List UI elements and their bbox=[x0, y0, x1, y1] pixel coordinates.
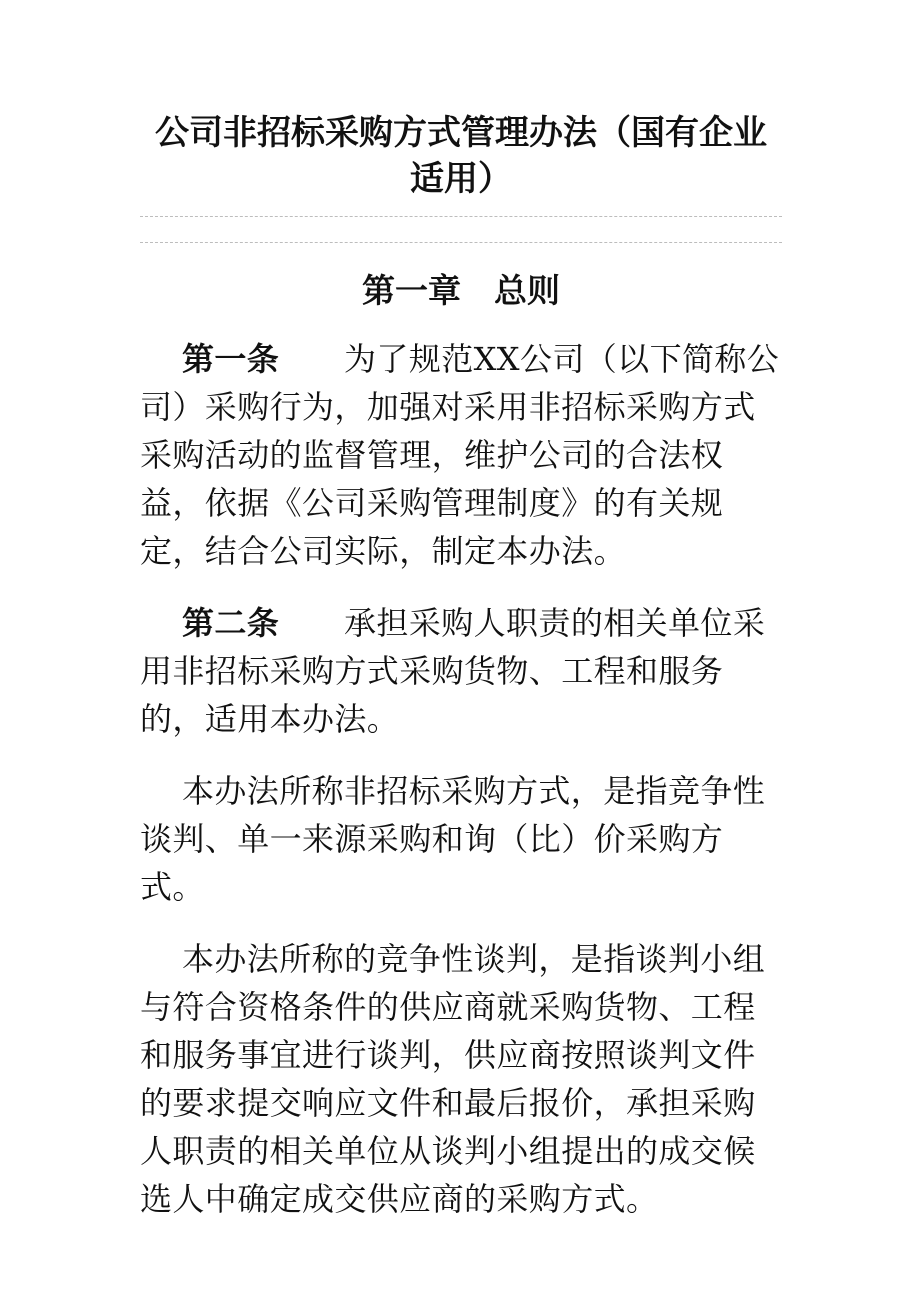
article-2-label: 第二条 bbox=[182, 604, 345, 642]
article-1-text: 为了规范XX公司（以下简称公司）采购行为，加强对采用非招标采购方式采购活动的监督管理，维护公司的合法权益，依据《公司采购管理制度》的有关规定，结合公司实际，制定本办法。 bbox=[140, 340, 780, 570]
title-divider-top bbox=[140, 216, 782, 217]
document-page bbox=[140, 110, 782, 1223]
document-title: 公司非招标采购方式管理办法（国有企业适用） bbox=[155, 113, 767, 199]
chapter-heading: 第一章 总则 bbox=[362, 271, 560, 310]
title-divider-bottom bbox=[140, 242, 782, 243]
article-2 bbox=[140, 599, 782, 743]
article-2-text: 承担采购人职责的相关单位采用非招标采购方式采购货物、工程和服务的，适用本办法。 bbox=[140, 604, 766, 738]
paragraph-competitive-negotiation: 本办法所称的竞争性谈判，是指谈判小组与符合资格条件的供应商就采购货物、工程和服务事宜进行谈判，供应商按照谈判文件的要求提交响应文件和最后报价，承担采购人职责的相关单位从谈判小组提出的成交候选人中确定成交供应商的采购方式。 bbox=[140, 940, 766, 1218]
article-1-label: 第一条 bbox=[182, 340, 345, 378]
paragraph-definition: 本办法所称非招标采购方式，是指竞争性谈判、单一来源采购和询（比）价采购方式。 bbox=[140, 772, 766, 906]
article-1 bbox=[140, 335, 782, 575]
